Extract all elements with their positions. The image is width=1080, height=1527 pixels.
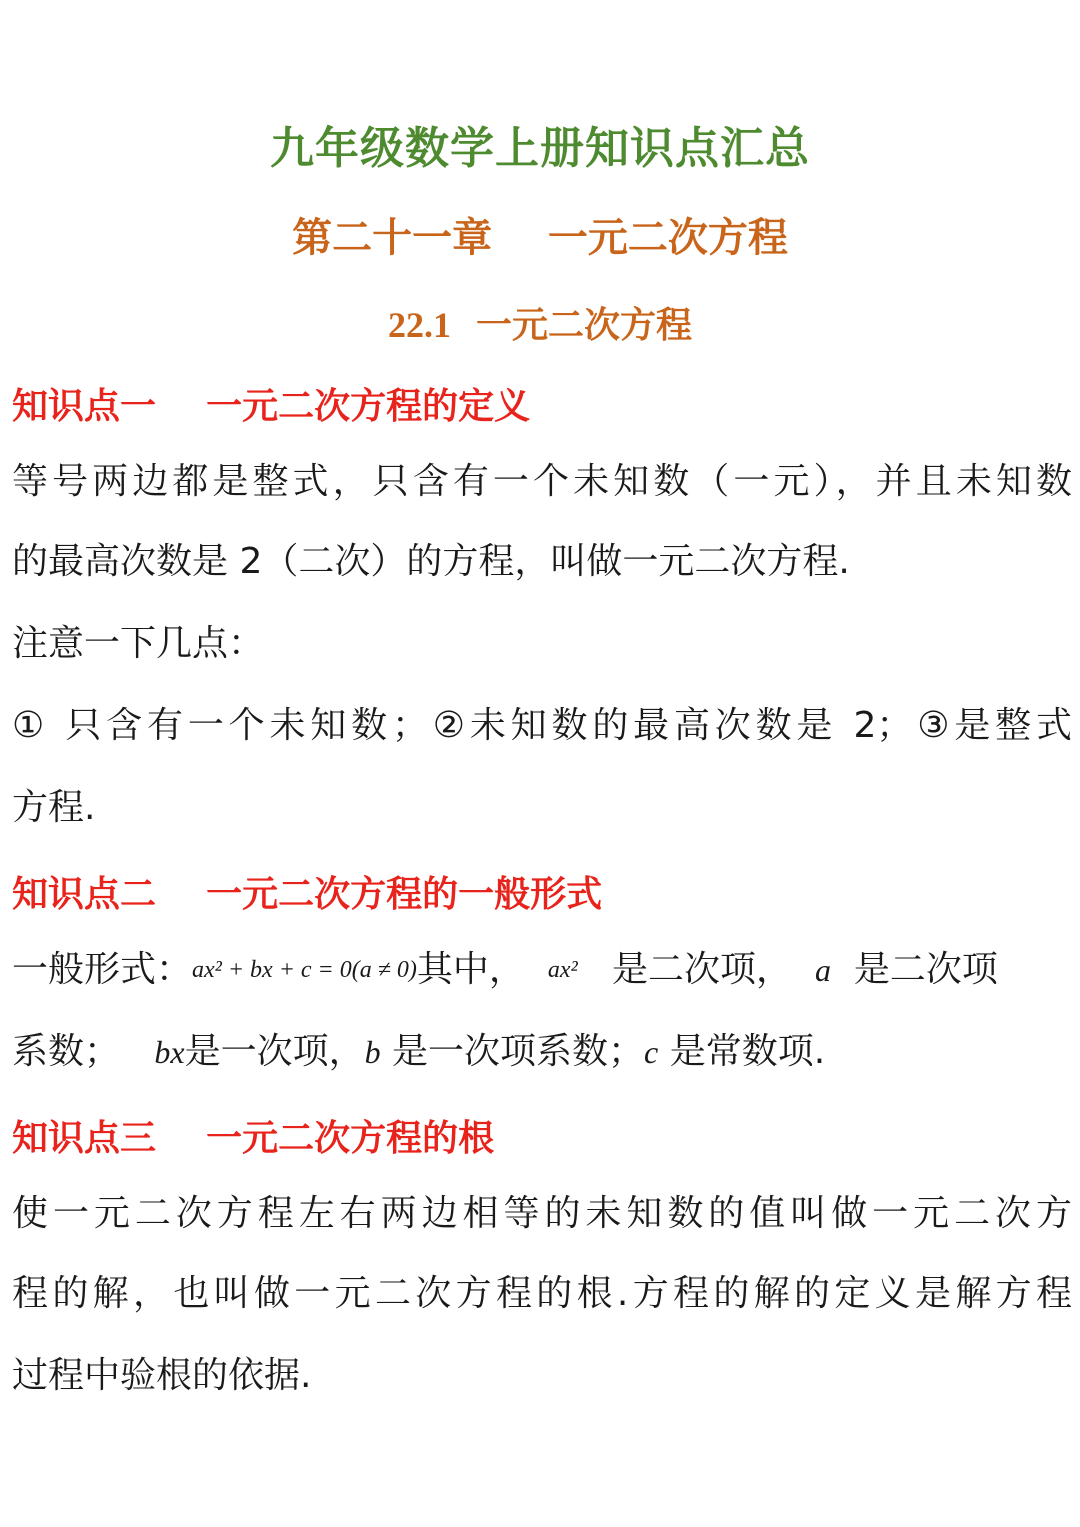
- kp1-heading: 知识点一 一元二次方程的定义: [12, 386, 531, 427]
- kp3-line-1: 使一元二次方程左右两边相等的未知数的值叫做一元二次方: [12, 1193, 1072, 1234]
- kp2-text-g: 是常数项.: [669, 1031, 826, 1072]
- general-form-formula: ax² + bx + c = 0(a ≠ 0): [192, 957, 417, 983]
- kp2-line-2: [12, 1030, 1072, 1074]
- kp2-text-d: 系数；: [12, 1031, 121, 1072]
- kp3-line-2: 程的解，也叫做一元二次方程的根.方程的解的定义是解方程: [12, 1273, 1072, 1314]
- section-number: 22.1: [387, 305, 451, 345]
- kp3-heading: 知识点三 一元二次方程的根: [12, 1118, 495, 1159]
- kp2-text-e: 是一次项，: [184, 1031, 365, 1072]
- kp2-text-b: 是二次项，: [612, 949, 793, 990]
- kp1-line-1: 等号两边都是整式，只含有一个未知数（一元），并且未知数: [12, 461, 1072, 502]
- document-title: 九年级数学上册知识点汇总: [270, 123, 810, 174]
- kp2-heading: 知识点二 一元二次方程的一般形式: [12, 874, 603, 915]
- kp2-line-1: [12, 948, 1072, 992]
- kp1-line-4: ① 只含有一个未知数；②未知数的最高次数是 2；③是整式: [12, 705, 1072, 746]
- kp2-text-f: 是一次项系数；: [392, 1031, 645, 1072]
- term-bx: bx: [154, 1034, 185, 1070]
- general-form-label: 一般形式：: [12, 949, 193, 990]
- kp1-line-5: 方程.: [12, 787, 96, 828]
- kp3-line-3: 过程中验根的依据.: [12, 1355, 312, 1396]
- kp1-line-2: 的最高次数是 2（二次）的方程，叫做一元二次方程.: [12, 541, 850, 582]
- var-c: c: [644, 1034, 659, 1070]
- kp2-text-a: 其中，: [416, 949, 525, 990]
- kp2-text-c: 是二次项: [853, 949, 998, 990]
- term-ax2: ax²: [547, 957, 578, 983]
- section-title: [0, 297, 1080, 348]
- var-b: b: [364, 1034, 381, 1070]
- chapter-title: 第二十一章 一元二次方程: [292, 215, 788, 261]
- section-name: 一元二次方程: [476, 304, 693, 346]
- var-a: a: [814, 952, 831, 988]
- kp1-line-3: 注意一下几点：: [12, 623, 265, 664]
